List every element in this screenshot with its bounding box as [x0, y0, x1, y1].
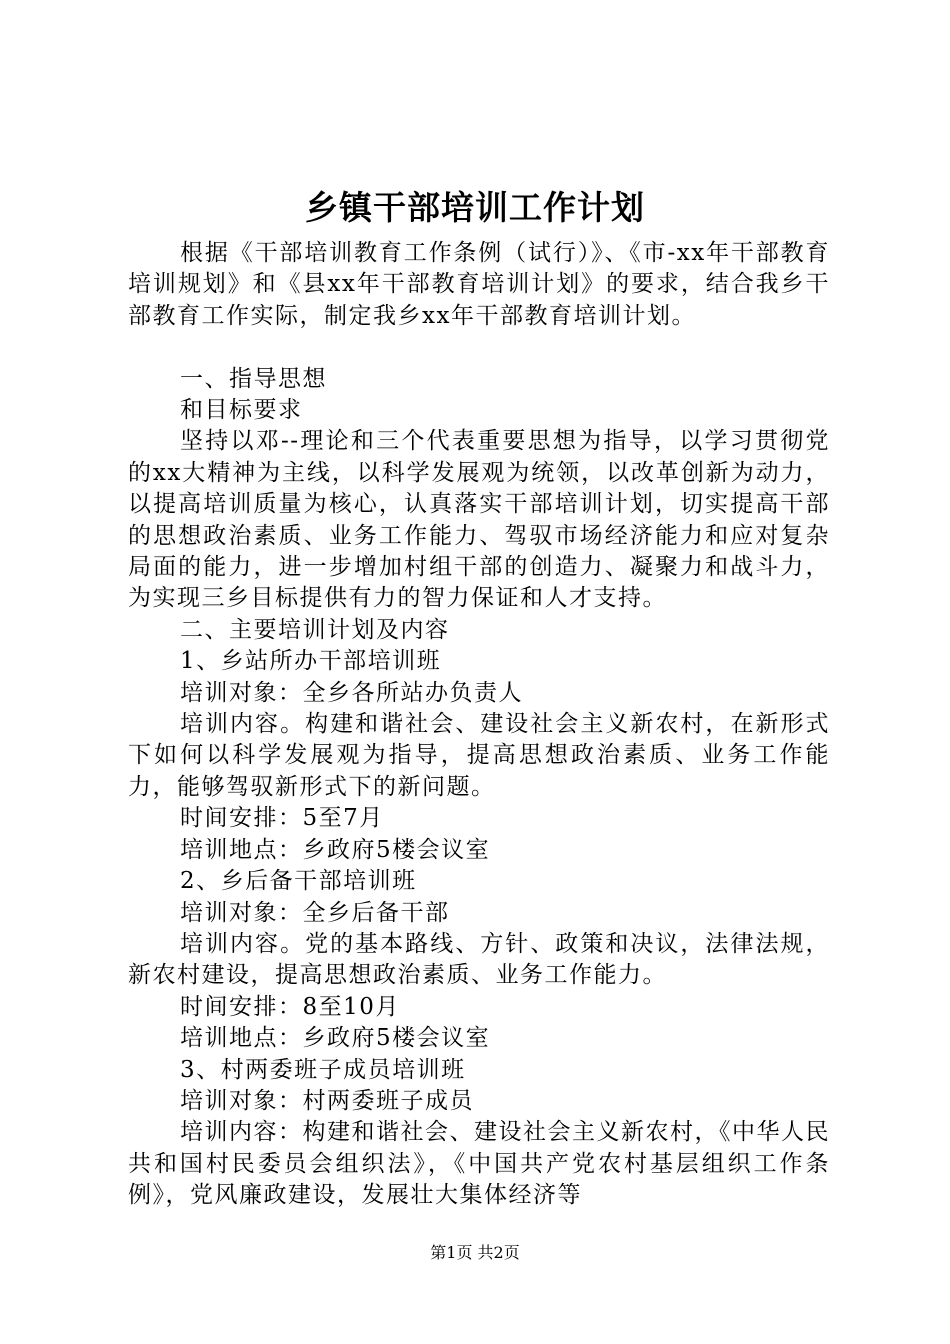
class-1-time: 时间安排：5至7月 — [180, 805, 384, 832]
document-body — [128, 238, 830, 1212]
document-title: 乡镇干部培训工作计划 — [305, 188, 645, 227]
guiding-paragraph: 坚持以邓--理论和三个代表重要思想为指导，以学习贯彻党的xx大精神为主线，以科学发展观为统领，以改革创新为动力，以提高培训质量为核心，认真落实干部培训计划，切实提高干部的思想政治素质、业务工作能力、驾驭市场经济能力和应对复杂局面的能力，进一步增加村组干部的创造力、凝聚力和战斗力，为实现三乡目标提供有力的智力保证和人才支持。 — [128, 428, 830, 612]
class-2-content: 培训内容。党的基本路线、方针、政策和决议，法律法规，新农村建设，提高思想政治素质、业务工作能力。 — [128, 930, 830, 989]
class-1-target: 培训对象：全乡各所站办负责人 — [180, 679, 523, 706]
class-2-heading: 2、乡后备干部培训班 — [180, 868, 417, 895]
class-1-content: 培训内容。构建和谐社会、建设社会主义新农村，在新形式下如何以科学发展观为指导，提高思想政治素质、业务工作能力，能够驾驭新形式下的新问题。 — [128, 711, 830, 800]
class-2-time: 时间安排：8至10月 — [180, 993, 400, 1020]
section-heading-goals: 和目标要求 — [180, 397, 303, 424]
class-1-heading: 1、乡站所办干部培训班 — [180, 648, 442, 675]
class-3-heading: 3、村两委班子成员培训班 — [180, 1056, 466, 1083]
class-3-target: 培训对象：村两委班子成员 — [180, 1087, 474, 1114]
class-3-content: 培训内容：构建和谐社会、建设社会主义新农村，《中华人民共和国村民委员会组织法》，《中国共产党农村基层组织工作条例》，党风廉政建设，发展壮大集体经济等 — [128, 1119, 830, 1209]
intro-paragraph: 根据《干部培训教育工作条例（试行）》、《市-xx年干部教育培训规划》和《县xx年干部教育培训计划》的要求，结合我乡干部教育工作实际，制定我乡xx年干部教育培训计划。 — [128, 240, 830, 329]
page-footer: 第1页 共2页 — [430, 1243, 520, 1262]
class-1-location: 培训地点：乡政府5楼会议室 — [180, 836, 491, 863]
section-heading-guiding-thought: 一、指导思想 — [180, 365, 327, 392]
section-heading-training-plan: 二、主要培训计划及内容 — [180, 616, 450, 643]
class-2-target: 培训对象：全乡后备干部 — [180, 899, 450, 926]
class-2-location: 培训地点：乡政府5楼会议室 — [180, 1025, 491, 1052]
